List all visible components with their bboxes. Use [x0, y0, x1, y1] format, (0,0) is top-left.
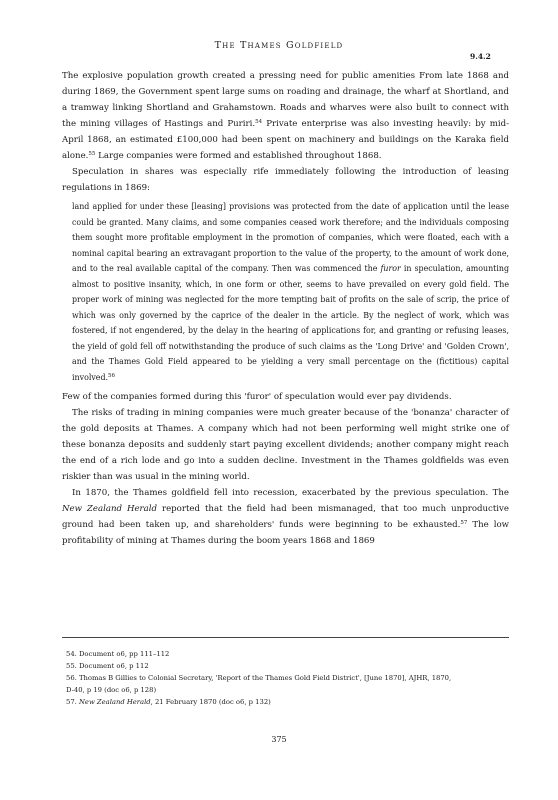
p1-text-b: Private enterprise was also investing heavily: by mid-April 1868, an estimated £100,000 had been spent on machinery and buildings on the Karaka field alone.: [62, 119, 509, 161]
footnote-56-line-1: 56. Thomas B Gillies to Colonial Secretary, 'Report of the Thames Gold Field District', [June 1870], AJHR, 1870,: [66, 674, 452, 682]
section-number: 9.4.2: [470, 52, 491, 61]
footnote-56-line-2: D-40, p 19 (doc o6, p 128): [66, 686, 157, 694]
p5-text-a: In 1870, the Thames goldfield fell into recession, exacerbated by the previous speculation. The: [72, 488, 509, 498]
footnote-57-rest: , 21 February 1870 (doc o6, p 132): [150, 698, 271, 706]
paragraph-3: Few of the companies formed during this 'furor' of speculation would ever pay dividends.: [62, 392, 452, 402]
footnote-ref-56: 56: [108, 372, 116, 379]
p5-text-c: The low profitability of mining at Thames during the boom years 1868 and 1869: [62, 520, 509, 546]
footnote-57-title: New Zealand Herald: [78, 698, 151, 706]
footnote-ref-55: 55: [88, 151, 96, 157]
running-title: The Thames Goldfield: [214, 40, 344, 51]
quote-text-b: in speculation, amounting almost to positive insanity, which, in one form or other, seems to have prevailed on every gold field. The proper work of mining was neglected for the more tempting bait of profits on the sale of scrip, the price of which was only governed by the caprice of the dealer in the article. By the neglect of work, which was fostered, if not engendered, by the delay in the hearing of applications for, and granting or refusing leases, the yield of gold fell off notwithstanding the produce of such claims as the 'Long Drive' and 'Golden Crown', and the Thames Gold Field appeared to be yielding a very small percentage on the (fictitious) capital involved.: [72, 264, 509, 382]
p5-text-b: reported that the field had been mismanaged, that too much unproductive ground had been taken up, and shareholders' funds were beginning to be exhausted.: [62, 504, 509, 530]
footnote-56: [66, 672, 506, 696]
page-number: 375: [271, 735, 287, 744]
quote-text-a: land applied for under these [leasing] provisions was protected from the date of application until the lease could be granted. Many claims, and some companies ceased work therefore; and the individuals composing them sought more profitable employment in the promotion of companies, which were floated, each with a nominal capital bearing an extravagant proportion to the value of the property, to the amount of work done, and to the real available capital of the company. Then was commenced the: [72, 202, 509, 273]
footnotes: [66, 648, 506, 708]
footnote-ref-57: 57: [460, 520, 468, 526]
block-quote: [72, 199, 509, 385]
p1-text-a: The explosive population growth created a pressing need for public amenities From late 1868 and during 1869, the Government spent large sums on roading and drainage, the wharf at Shortland, and a tramway linking Shortland and Grahamstown. Roads and wharves were also built to connect with the mining villages of Hastings and Puriri.: [62, 71, 509, 129]
paragraph-4: The risks of trading in mining companies were much greater because of the 'bonanza' character of the gold deposits at Thames. A company which had not been performing well might strike one of these bonanza deposits and suddenly start paying excellent dividends; another company might reach the end of a rich lode and go into a sudden decline. Investment in the Thames goldfields was even riskier than was usual in the mining world.: [62, 408, 509, 482]
footnote-55: 55. Document o6, p 112: [66, 662, 149, 670]
quote-emphasis: furor: [380, 264, 401, 273]
paragraph-2: Speculation in shares was especially rife immediately following the introduction of leasing regulations in 1869:: [62, 167, 509, 193]
footnote-ref-54: 54: [255, 119, 263, 125]
body-text: [62, 68, 509, 549]
paragraph-1: [62, 68, 509, 164]
p1-text-c: Large companies were formed and established throughout 1868.: [95, 151, 382, 161]
p5-newspaper-title: New Zealand Herald: [62, 504, 158, 514]
footnote-rule: [62, 637, 509, 638]
footnote-57: [66, 696, 506, 708]
paragraph-5: [62, 485, 509, 549]
footnote-57-number: 57.: [66, 698, 79, 706]
footnote-54: 54. Document o6, pp 111–112: [66, 650, 170, 658]
